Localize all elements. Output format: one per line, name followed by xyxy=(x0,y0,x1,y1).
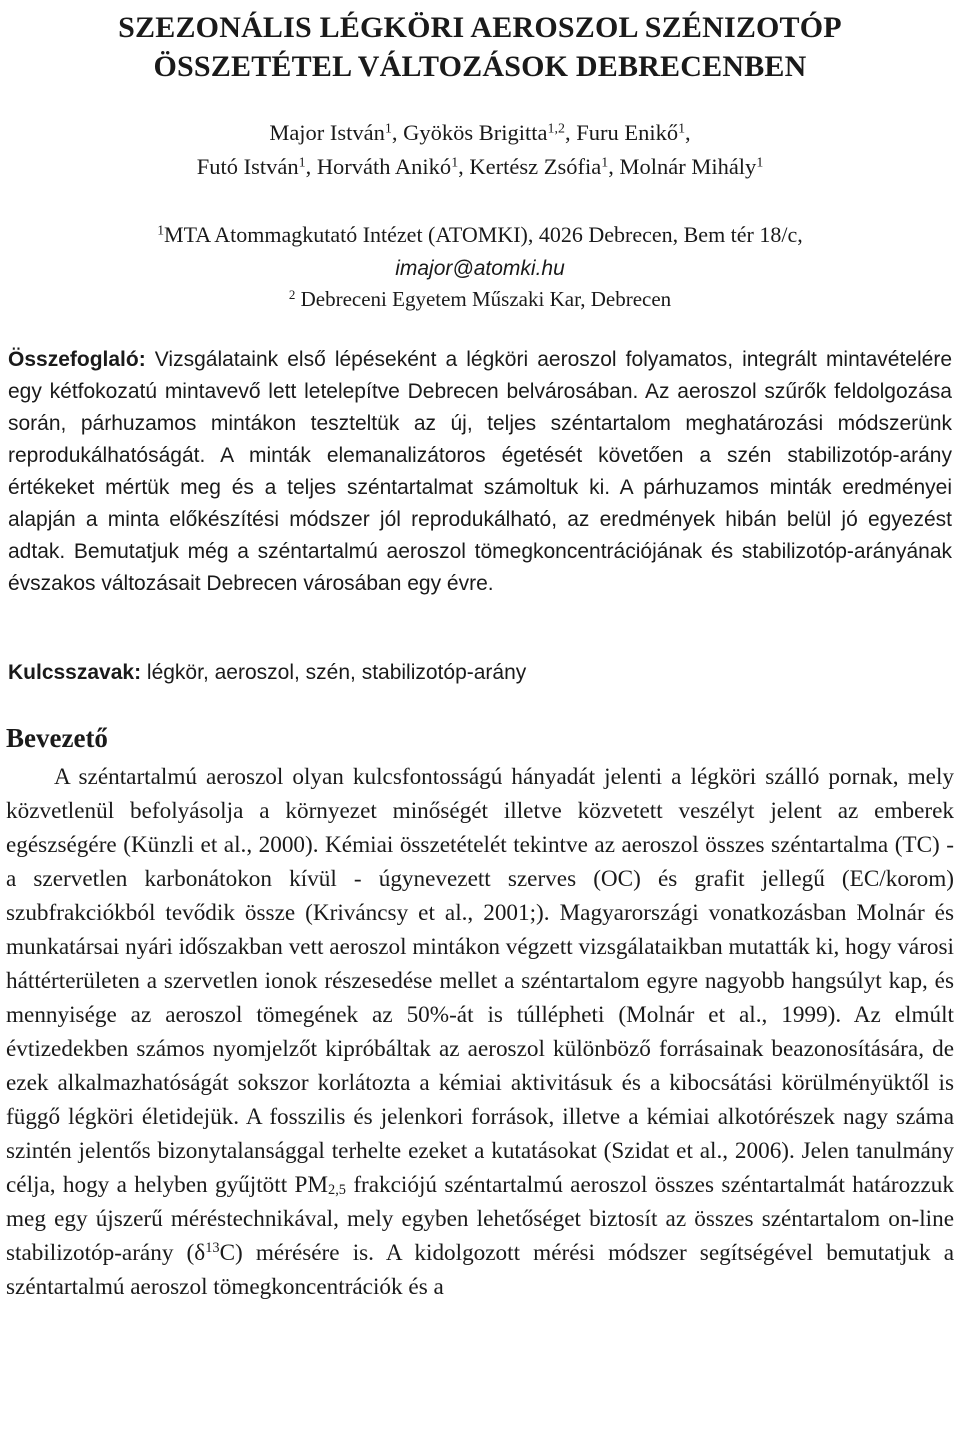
author-name: , Kertész Zsófia xyxy=(458,154,602,179)
paper-title xyxy=(0,8,960,86)
affiliation-text: Debreceni Egyetem Műszaki Kar, Debrecen xyxy=(295,287,672,311)
author-name: Major István xyxy=(269,120,385,145)
title-line-1: SZEZONÁLIS LÉGKÖRI AEROSZOL SZÉNIZOTÓP xyxy=(118,11,842,44)
separator: , xyxy=(685,120,691,145)
affiliation-1 xyxy=(0,218,960,252)
email-link[interactable]: imajor@atomki.hu xyxy=(395,257,565,280)
abstract xyxy=(8,344,952,600)
author-list xyxy=(0,116,960,184)
author-name: , Furu Enikő xyxy=(564,120,679,145)
affiliation-marker: 2 xyxy=(288,286,296,302)
affiliation-marker: 1 xyxy=(601,155,609,171)
paragraph-text: A széntartalmú aeroszol olyan kulcsfontosságú hányadát jelenti a légköri szálló pornak, mely közvetlenül befolyásolja a környezet minőségét illetve közvetett veszélyt jelent az emberek egészségére (Künzli et al., 2000). Kémiai összetételét tekintve az aeroszol összes széntartalma (TC) - a szervetlen karbonátokon kívül - úgynevezett szerves (OC) és grafit jellegű (EC/korom) szubfrakciókból tevődik össze (Kriváncsy et al., 2001;). Magyarországi vonatkozásban Molnár és munkatársai nyári időszakban vett aeroszol mintákon végzett vizsgálataikban mutatták ki, hogy városi háttérterületen a szervetlen ionok részesedése mellet a széntartalom egyre nagyobb hangsúlyt kap, és mennyisége az aeroszol tömegének az 50%-át is túllépheti (Molnár et al., 1999). Az elmúlt évtizedekben számos nyomjelzőt kipróbáltak az aeroszol különböző forrásainak beazonosítására, de ezek alkalmazhatóságát sokszor korlátozta a kémiai aktivitásuk és a kibocsátási körülményüktől is függő légköri életidejük. A fosszilis és jelenkori források, illetve a kémiai alkotórészek nagy száma szintén jelentős bizonytalansággal terhelte ezeket a kutatásokat (Szidat et al., 2006). Jelen tanulmány célja, hogy a helyben gyűjtött PM xyxy=(6,764,954,1198)
affiliation-marker: 1 xyxy=(298,155,306,171)
affiliation-text: MTA Atommagkutató Intézet (ATOMKI), 4026 Debrecen, Bem tér 18/c, xyxy=(164,222,803,247)
authors-line-1 xyxy=(0,116,960,150)
paragraph-text: C) mérésére is. A kidolgozott mérési módszer segítségével bemutatjuk a széntartalmú aeroszol tömegkoncentrációk és a xyxy=(6,1240,954,1300)
affiliation-marker: 1 xyxy=(678,121,686,137)
section-heading: Bevezető xyxy=(6,723,108,753)
author-name: Futó István xyxy=(196,154,299,179)
keywords-text: légkör, aeroszol, szén, stabilizotóp-arány xyxy=(141,661,527,684)
keywords xyxy=(8,657,952,689)
abstract-label: Összefoglaló: xyxy=(8,348,146,371)
affiliation-marker: 1 xyxy=(756,155,764,171)
pm-subscript: 2,5 xyxy=(328,1182,346,1199)
body-paragraph xyxy=(6,760,954,1304)
keywords-label: Kulcsszavak: xyxy=(8,661,142,684)
isotope-superscript: 13 xyxy=(205,1240,220,1257)
authors-line-2 xyxy=(0,150,960,184)
affiliation-marker: 1 xyxy=(451,155,459,171)
author-name: , Gyökös Brigitta xyxy=(391,120,548,145)
paragraph-text: frakciójú széntartalmú aeroszol összes széntartalmát határozzuk meg egy újszerű méréstechnikával, mely egyben lehetőséget biztosít az összes széntartalom on-line stabilizotóp-arány (δ xyxy=(6,1172,954,1266)
title-line-2: ÖSSZETÉTEL VÁLTOZÁSOK DEBRECENBEN xyxy=(153,50,807,83)
affiliation-marker: 1 xyxy=(157,222,165,238)
affiliation-2 xyxy=(0,282,960,316)
abstract-text: Vizsgálataink első lépéseként a légköri aeroszol folyamatos, integrált mintavételére egy kétfokozatú mintavevő lett letelepítve Debrecen belvárosában. Az aeroszol szűrők feldolgozása során, párhuzamos mintákon teszteltük az új, teljes széntartalom meghatározási módszerünk reprodukálhatóságát. A minták elemanalizátoros égetését követően a szén stabilizotóp-arány értékeket mértük meg és a teljes széntartalmat számoltuk ki. A párhuzamos minták eredményei alapján a minta előkészítési módszer jól reprodukálható, az eredmények hibán belül jó egyezést adtak. Bemutatjuk még a széntartalmú aeroszol tömegkoncentrációjának és stabilizotóp-arányának évszakos változásait Debrecen városában egy évre. xyxy=(8,348,952,595)
affiliation-marker: 1 xyxy=(384,121,392,137)
author-name: , Horváth Anikó xyxy=(305,154,452,179)
affiliation-marker: 1,2 xyxy=(547,121,565,137)
author-name: , Molnár Mihály xyxy=(608,154,757,179)
